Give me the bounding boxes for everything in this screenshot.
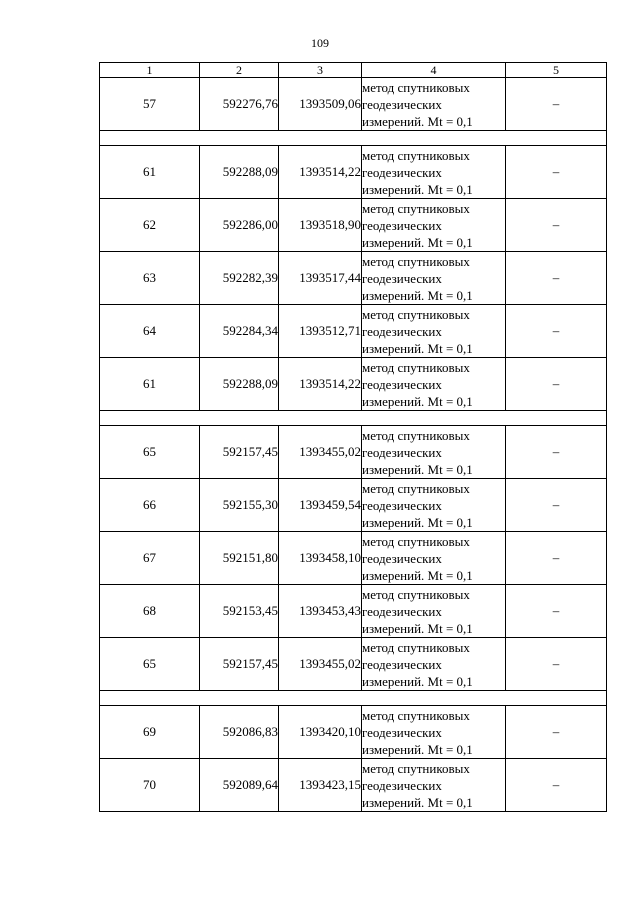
method-line: измерений. Mt = 0,1 (362, 567, 473, 583)
column-5-cell: – (506, 532, 607, 585)
method-line: измерений. Mt = 0,1 (362, 741, 473, 757)
x-coordinate-cell: 592151,80 (200, 532, 279, 585)
section-separator-row (100, 411, 607, 426)
table-row (100, 706, 607, 759)
table-row (100, 305, 607, 358)
point-number-cell: 69 (100, 706, 200, 759)
separator-cell (100, 411, 607, 426)
method-line: геодезических (362, 96, 442, 112)
section-separator-row (100, 131, 607, 146)
y-coordinate-cell: 1393518,90 (279, 199, 362, 252)
method-line: геодезических (362, 603, 442, 619)
table-row (100, 358, 607, 411)
method-cell (362, 146, 506, 199)
point-number-cell: 67 (100, 532, 200, 585)
y-coordinate-cell: 1393509,06 (279, 78, 362, 131)
x-coordinate-cell: 592157,45 (200, 426, 279, 479)
point-number-cell: 65 (100, 426, 200, 479)
column-header: 5 (506, 63, 607, 78)
table-row (100, 78, 607, 131)
table-row (100, 252, 607, 305)
method-line: геодезических (362, 497, 442, 513)
method-line: геодезических (362, 323, 442, 339)
y-coordinate-cell: 1393517,44 (279, 252, 362, 305)
method-cell (362, 532, 506, 585)
table-row (100, 638, 607, 691)
x-coordinate-cell: 592284,34 (200, 305, 279, 358)
method-line: измерений. Mt = 0,1 (362, 794, 473, 810)
x-coordinate-cell: 592276,76 (200, 78, 279, 131)
x-coordinate-cell: 592155,30 (200, 479, 279, 532)
point-number-cell: 57 (100, 78, 200, 131)
coordinates-table (99, 62, 607, 812)
method-line: измерений. Mt = 0,1 (362, 234, 473, 250)
method-line: измерений. Mt = 0,1 (362, 620, 473, 636)
method-line: геодезических (362, 217, 442, 233)
column-5-cell: – (506, 305, 607, 358)
method-line: измерений. Mt = 0,1 (362, 393, 473, 409)
point-number-cell: 61 (100, 146, 200, 199)
method-line: геодезических (362, 376, 442, 392)
method-line: метод спутниковых (362, 533, 470, 549)
y-coordinate-cell: 1393512,71 (279, 305, 362, 358)
column-header: 1 (100, 63, 200, 78)
method-line: метод спутниковых (362, 200, 470, 216)
y-coordinate-cell: 1393455,02 (279, 638, 362, 691)
point-number-cell: 64 (100, 305, 200, 358)
separator-cell (100, 691, 607, 706)
column-5-cell: – (506, 146, 607, 199)
method-line: метод спутниковых (362, 253, 470, 269)
table-header-row (100, 63, 607, 78)
table-row (100, 426, 607, 479)
method-line: измерений. Mt = 0,1 (362, 673, 473, 689)
y-coordinate-cell: 1393514,22 (279, 146, 362, 199)
point-number-cell: 62 (100, 199, 200, 252)
method-line: метод спутниковых (362, 359, 470, 375)
method-cell (362, 638, 506, 691)
method-cell (362, 78, 506, 131)
table-row (100, 146, 607, 199)
x-coordinate-cell: 592282,39 (200, 252, 279, 305)
method-cell (362, 706, 506, 759)
column-header: 4 (362, 63, 506, 78)
column-5-cell: – (506, 358, 607, 411)
y-coordinate-cell: 1393420,10 (279, 706, 362, 759)
x-coordinate-cell: 592086,83 (200, 706, 279, 759)
y-coordinate-cell: 1393453,43 (279, 585, 362, 638)
column-5-cell: – (506, 426, 607, 479)
method-line: геодезических (362, 550, 442, 566)
method-line: измерений. Mt = 0,1 (362, 287, 473, 303)
table-row (100, 199, 607, 252)
method-line: метод спутниковых (362, 760, 470, 776)
x-coordinate-cell: 592157,45 (200, 638, 279, 691)
column-5-cell: – (506, 78, 607, 131)
x-coordinate-cell: 592288,09 (200, 358, 279, 411)
page-number: 109 (311, 36, 329, 50)
column-5-cell: – (506, 252, 607, 305)
column-header: 3 (279, 63, 362, 78)
table-row (100, 585, 607, 638)
y-coordinate-cell: 1393458,10 (279, 532, 362, 585)
x-coordinate-cell: 592153,45 (200, 585, 279, 638)
method-line: измерений. Mt = 0,1 (362, 113, 473, 129)
method-line: измерений. Mt = 0,1 (362, 340, 473, 356)
method-cell (362, 199, 506, 252)
method-line: измерений. Mt = 0,1 (362, 461, 473, 477)
method-line: геодезических (362, 724, 442, 740)
method-line: геодезических (362, 270, 442, 286)
method-line: измерений. Mt = 0,1 (362, 181, 473, 197)
point-number-cell: 70 (100, 759, 200, 812)
y-coordinate-cell: 1393459,54 (279, 479, 362, 532)
method-line: метод спутниковых (362, 427, 470, 443)
column-5-cell: – (506, 759, 607, 812)
column-5-cell: – (506, 706, 607, 759)
method-line: метод спутниковых (362, 147, 470, 163)
method-line: геодезических (362, 444, 442, 460)
column-5-cell: – (506, 199, 607, 252)
x-coordinate-cell: 592089,64 (200, 759, 279, 812)
method-line: геодезических (362, 777, 442, 793)
method-cell (362, 305, 506, 358)
method-line: метод спутниковых (362, 79, 470, 95)
y-coordinate-cell: 1393455,02 (279, 426, 362, 479)
x-coordinate-cell: 592288,09 (200, 146, 279, 199)
method-line: метод спутниковых (362, 306, 470, 322)
table-row (100, 532, 607, 585)
table-row (100, 479, 607, 532)
method-line: измерений. Mt = 0,1 (362, 514, 473, 530)
point-number-cell: 63 (100, 252, 200, 305)
column-5-cell: – (506, 479, 607, 532)
point-number-cell: 66 (100, 479, 200, 532)
table-body (100, 78, 607, 812)
method-cell (362, 426, 506, 479)
column-5-cell: – (506, 638, 607, 691)
method-cell (362, 479, 506, 532)
method-cell (362, 759, 506, 812)
separator-cell (100, 131, 607, 146)
method-line: метод спутниковых (362, 707, 470, 723)
method-line: геодезических (362, 656, 442, 672)
method-line: метод спутниковых (362, 480, 470, 496)
method-line: метод спутниковых (362, 586, 470, 602)
point-number-cell: 61 (100, 358, 200, 411)
method-cell (362, 358, 506, 411)
y-coordinate-cell: 1393423,15 (279, 759, 362, 812)
x-coordinate-cell: 592286,00 (200, 199, 279, 252)
method-cell (362, 252, 506, 305)
method-cell (362, 585, 506, 638)
y-coordinate-cell: 1393514,22 (279, 358, 362, 411)
column-5-cell: – (506, 585, 607, 638)
method-line: метод спутниковых (362, 639, 470, 655)
point-number-cell: 65 (100, 638, 200, 691)
section-separator-row (100, 691, 607, 706)
point-number-cell: 68 (100, 585, 200, 638)
column-header: 2 (200, 63, 279, 78)
method-line: геодезических (362, 164, 442, 180)
table-row (100, 759, 607, 812)
